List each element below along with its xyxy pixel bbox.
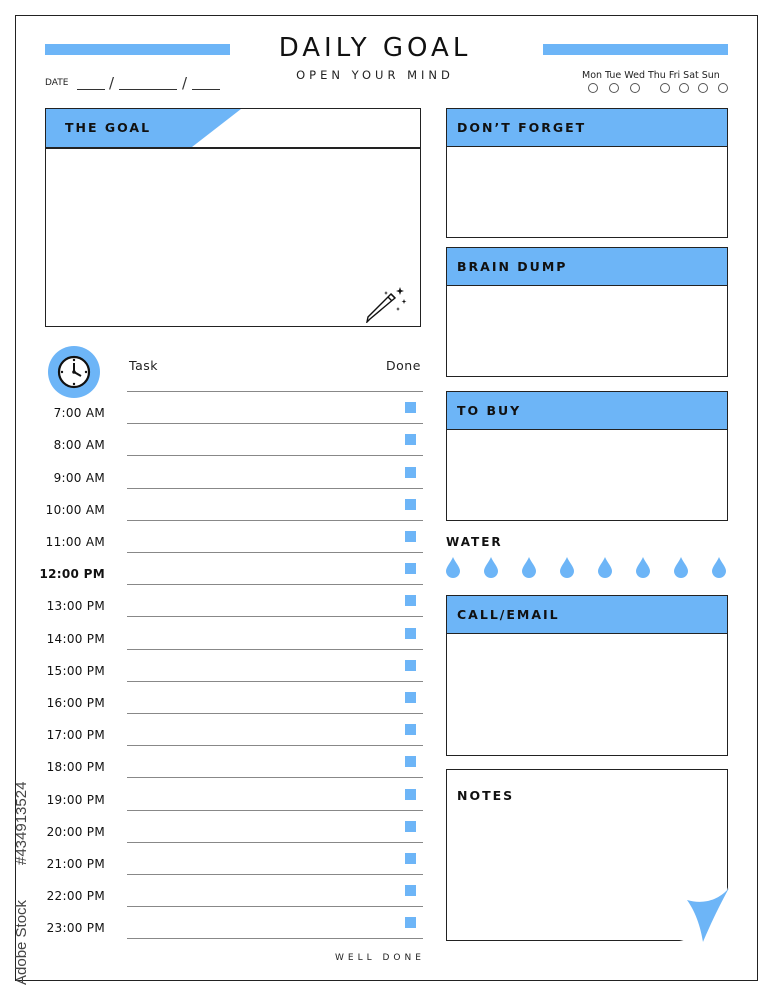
water-drop-icon[interactable] [673, 556, 689, 578]
time-label: 15:00 PM [46, 663, 105, 678]
time-label: 10:00 AM [45, 502, 105, 517]
water-drop-icon[interactable] [445, 556, 461, 578]
task-line[interactable] [127, 842, 423, 843]
weekday-label: Fri [668, 70, 681, 81]
call-email-title: CALL/EMAIL [457, 607, 560, 622]
time-label: 21:00 PM [46, 857, 105, 871]
done-checkbox[interactable] [405, 917, 416, 928]
weekday-checkbox[interactable] [609, 83, 619, 93]
time-label: 12:00 PM [39, 567, 105, 582]
weekday-checkbox[interactable] [660, 83, 670, 93]
task-line[interactable] [127, 874, 423, 875]
weekday-checkbox[interactable] [588, 83, 598, 93]
brain-dump-box[interactable] [446, 247, 728, 377]
time-label: 11:00 AM [45, 535, 105, 549]
task-column-header: Task [129, 358, 158, 373]
done-checkbox[interactable] [405, 885, 416, 896]
task-line[interactable] [127, 488, 423, 489]
call-email-box[interactable] [446, 595, 728, 756]
schedule-header-line [127, 391, 423, 392]
weekday-label: Mon [582, 70, 603, 81]
weekday-tracker [582, 70, 732, 81]
done-checkbox[interactable] [405, 628, 416, 639]
date-separator: / [109, 74, 115, 92]
time-label: 18:00 PM [46, 760, 105, 775]
done-checkbox[interactable] [405, 531, 416, 542]
header-bar-right [543, 44, 728, 55]
done-checkbox[interactable] [405, 660, 416, 671]
task-line[interactable] [127, 649, 423, 650]
weekday-label: Wed [624, 70, 645, 81]
time-label: 17:00 PM [46, 728, 105, 743]
weekday-label: Tue [605, 70, 622, 81]
notes-box[interactable] [446, 769, 728, 941]
water-drop-icon[interactable] [559, 556, 575, 578]
time-label: 14:00 PM [46, 631, 105, 646]
task-line[interactable] [127, 616, 423, 617]
done-checkbox[interactable] [405, 563, 416, 574]
page-title: DAILY GOAL [278, 33, 472, 63]
weekday-label: Sat [683, 70, 699, 81]
task-line[interactable] [127, 520, 423, 521]
stock-watermark [10, 760, 32, 985]
page-subtitle: OPEN YOUR MIND [296, 68, 454, 82]
task-line[interactable] [127, 455, 423, 456]
date-separator: / [182, 74, 188, 92]
time-label: 16:00 PM [46, 696, 105, 710]
brain-dump-title: BRAIN DUMP [457, 259, 568, 274]
watermark-id: #434913524 [13, 781, 30, 865]
done-checkbox[interactable] [405, 821, 416, 832]
goal-divider [46, 147, 420, 149]
weekday-checkbox[interactable] [698, 83, 708, 93]
date-year-field[interactable] [192, 89, 220, 90]
page-curl-icon [673, 884, 729, 942]
date-label: DATE [45, 78, 69, 88]
weekday-checkbox[interactable] [630, 83, 640, 93]
date-day-field[interactable] [77, 89, 105, 90]
pencil-sparkle-icon [364, 285, 408, 323]
done-checkbox[interactable] [405, 789, 416, 800]
water-drop-icon[interactable] [521, 556, 537, 578]
task-line[interactable] [127, 745, 423, 746]
task-line[interactable] [127, 681, 423, 682]
dont-forget-box[interactable] [446, 108, 728, 238]
task-line[interactable] [127, 584, 423, 585]
task-line[interactable] [127, 810, 423, 811]
weekday-label: Thu [647, 70, 666, 81]
clock-icon [48, 346, 100, 398]
time-label: 22:00 PM [46, 889, 105, 904]
to-buy-title: TO BUY [457, 403, 522, 418]
time-label: 23:00 PM [46, 921, 105, 936]
goal-title: THE GOAL [65, 120, 152, 135]
weekday-checkbox[interactable] [679, 83, 689, 93]
task-line[interactable] [127, 906, 423, 907]
watermark-brand: Adobe Stock [13, 899, 30, 985]
task-line[interactable] [127, 938, 423, 939]
water-label: WATER [446, 535, 503, 549]
dont-forget-title: DON’T FORGET [457, 120, 587, 135]
done-checkbox[interactable] [405, 499, 416, 510]
done-checkbox[interactable] [405, 853, 416, 864]
weekday-label: Sun [701, 70, 720, 81]
notes-title: NOTES [457, 788, 515, 803]
water-drop-icon[interactable] [483, 556, 499, 578]
done-checkbox[interactable] [405, 402, 416, 413]
task-line[interactable] [127, 777, 423, 778]
time-label: 9:00 AM [53, 470, 105, 485]
task-line[interactable] [127, 423, 423, 424]
done-checkbox[interactable] [405, 692, 416, 703]
done-checkbox[interactable] [405, 595, 416, 606]
water-drop-icon[interactable] [597, 556, 613, 578]
done-checkbox[interactable] [405, 467, 416, 478]
date-month-field[interactable] [119, 89, 177, 90]
time-label: 7:00 AM [53, 406, 105, 421]
time-label: 19:00 PM [46, 792, 105, 807]
time-label: 8:00 AM [53, 438, 105, 453]
done-column-header: Done [386, 358, 421, 373]
time-label: 20:00 PM [46, 824, 105, 839]
goal-box[interactable] [45, 108, 421, 327]
done-checkbox[interactable] [405, 434, 416, 445]
water-drop-icon[interactable] [711, 556, 727, 578]
task-line[interactable] [127, 552, 423, 553]
task-line[interactable] [127, 713, 423, 714]
footer-text: WELL DONE [335, 953, 425, 963]
water-drop-icon[interactable] [635, 556, 651, 578]
header-bar-left [45, 44, 230, 55]
done-checkbox[interactable] [405, 756, 416, 767]
to-buy-box[interactable] [446, 391, 728, 521]
time-label: 13:00 PM [46, 599, 105, 614]
done-checkbox[interactable] [405, 724, 416, 735]
weekday-checkbox[interactable] [718, 83, 728, 93]
